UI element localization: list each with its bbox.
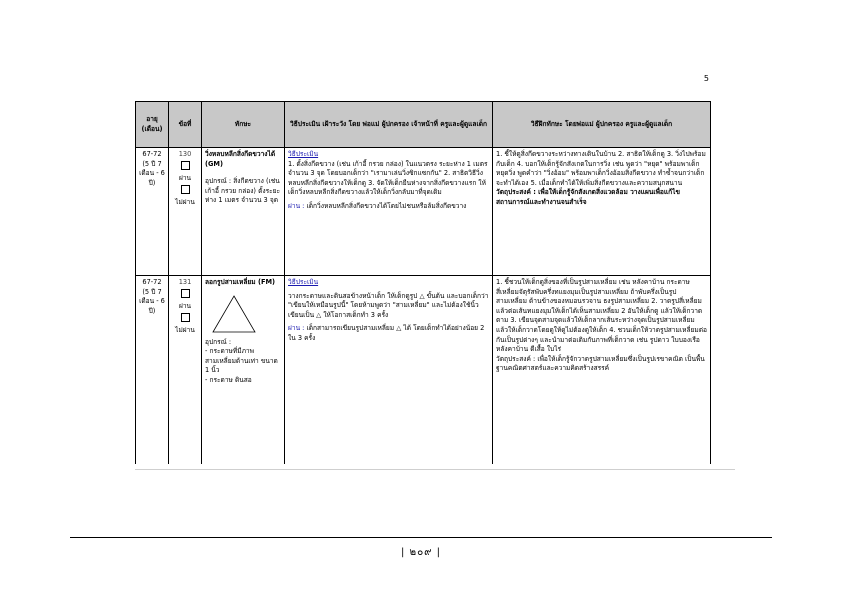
footer-page-number: | ๒๐๙ |: [400, 547, 442, 558]
equipment-item: - กระดาษที่มีภาพสามเหลี่ยมด้านเท่า ขนาด 1 นิ้ว: [205, 347, 278, 375]
objective-text: เพื่อให้เด็กรู้จักสังเกตสิ่งแวดล้อม วางแผนเพื่อแก้ไขสถานการณ์และทำงานจนสำเร็จ: [496, 188, 680, 206]
fail-checkbox[interactable]: [181, 313, 190, 322]
pass-criteria: [288, 324, 489, 343]
pass-checkbox[interactable]: [181, 289, 190, 298]
pass-criteria-label: ผ่าน :: [288, 201, 305, 210]
age-cell: 67-72 (5 ปี 7 เดือน - 6 ปี): [136, 148, 169, 276]
item-number: 130: [178, 150, 192, 158]
fail-checkbox[interactable]: [181, 185, 190, 194]
pass-checkbox[interactable]: [181, 161, 190, 170]
header-assess: วิธีประเมิน เฝ้าระวัง โดย พ่อแม่ ผู้ปกครอง เจ้าหน้าที่ ครูและผู้ดูแลเด็ก: [285, 102, 493, 148]
objective: [496, 355, 707, 374]
header-age: อายุ (เดือน): [136, 102, 169, 148]
page-number-top: 5: [703, 74, 709, 83]
table-header-row: [136, 102, 711, 148]
assess-text: วางกระดาษและดินสอข้างหน้าเด็ก ให้เด็กดูรูป △ ขั้นต้น และบอกเด็กว่า "เขียนให้เหมือนรูปนี้" โดยห้ามพูดว่า "สามเหลี่ยม" และไม่ต้องใช้นิ้วเขียนเป็น △ ให้โอกาสเด็กทำ 3 ครั้ง: [288, 291, 489, 319]
objective: [496, 188, 707, 207]
assessment-table: [135, 101, 711, 464]
pass-label: ผ่าน: [178, 302, 192, 311]
header-skill: ทักษะ: [202, 102, 285, 148]
train-text: 1. ชี้ให้ดูสิ่งกีดขวางระหว่างทางเดินในบ้าน 2. สาธิตให้เด็กดู 3. วิ่งไปพร้อมกับเด็ก 4. บอกให้เด็กรู้จักสังเกตในการวิ่ง เช่น พูดว่า "หยุด" พร้อมพาเด็กหยุดวิ่ง พูดคำว่า "วิ่งอ้อม" พร้อมพาเด็กวิ่งอ้อมสิ่งกีดขวาง ทำซ้ำจนกว่าเด็กจะทำได้เอง 5. เมื่อเด็กทำได้ให้เพิ่มสิ่งกีดขวางและความสนุกสนาน: [496, 150, 706, 187]
header-item: ข้อที่: [169, 102, 202, 148]
footer-rule: [70, 537, 772, 538]
item-number: 131: [178, 278, 192, 286]
age-cell: 67-72 (5 ปี 7 เดือน - 6 ปี): [136, 276, 169, 465]
train-text: 1. ชี้ชวนให้เด็กดูสิ่งของที่เป็นรูปสามเหลี่ยม เช่น หลังคาบ้าน กระดาษสี่เหลี่ยมจัตุรัสพับครึ่งทแยงมุมเป็นรูปสามเหลี่ยม ถ้าพับครึ่งเป็นรูปสามเหลี่ยม ด้านข้างของหมอนรวจาน ธงรูปสามเหลี่ยม 2. วาดรูปสี่เหลี่ยมแล้วต่อเส้นทแยงมุมให้เด็กได้เห็นสามเหลี่ยม 2 อันให้เด็กดู แล้วให้เด็กวาดตาม 3. เขียนจุดสามจุดแล้วให้เด็กลากเส้นระหว่างจุดเป็นรูปสามเหลี่ยม แล้วให้เด็กวาดโดยดูให้ดูไม่ต้องดูให้เด็ก 4. ชวนเด็กให้วาดรูปสามเหลี่ยมต่อกันเป็นรูปต่างๆ และนำมาต่อเติมกับภาพที่เด็กวาด เช่น รูปดาว ใบบองเรือ หลังคาบ้าน ดีเสื้อ ใบไร่: [496, 278, 707, 354]
objective-text: เพื่อให้เด็กรู้จักวาดรูปสามเหลี่ยมซึ่งเป็นรูปเรขาคณิต เป็นพื้นฐานคณิตศาสตร์และความคิดสร้างสรรค์: [496, 354, 705, 373]
objective-label: วัตถุประสงค์ :: [496, 188, 536, 197]
assess-heading: วิธีประเมิน: [288, 278, 319, 286]
assess-text: 1. ตั้งสิ่งกีดขวาง (เช่น เก้าอี้ กรวย กล่อง) ในแนวตรง ระยะห่าง 1 เมตร จำนวน 3 จุด โดยบอกเด็กว่า "เรามาเล่นวิ่งซิกแซกกัน" 2. สาธิตวิธีวิ่งหลบหลีกสิ่งกีดขวางให้เด็กดู 3. จัดให้เด็กยืนห่างจากสิ่งกีดขวางแรก ให้เด็กวิ่งหลบหลีกสิ่งกีดขวางแล้วให้เด็กวิ่งกลับมาที่จุดเดิม: [288, 159, 488, 197]
pass-criteria-text: เด็กสามารถเขียนรูปสามเหลี่ยม △ ได้ โดยเด็กทำได้อย่างน้อย 2 ใน 3 ครั้ง: [288, 324, 485, 342]
pass-criteria: [288, 202, 489, 212]
equipment-text: อุปกรณ์ : สิ่งกีดขวาง (เช่น เก้าอี้ กรวย กล่อง) ตั้งระยะห่าง 1 เมตร จำนวน 3 จุด: [205, 177, 281, 205]
pass-criteria-label: ผ่าน :: [288, 324, 305, 333]
triangle-figure: [211, 294, 257, 334]
item-cell: [169, 276, 202, 465]
objective-label: วัตถุประสงค์ :: [496, 354, 536, 363]
table-bottom-edge: [135, 469, 735, 470]
assess-cell: [285, 276, 493, 465]
pass-label: ผ่าน: [178, 174, 192, 183]
skill-title: วิ่งหลบหลีกสิ่งกีดขวางได้ (GM): [205, 150, 276, 168]
table-row: [136, 148, 711, 276]
fail-label: ไม่ผ่าน: [175, 326, 195, 335]
skill-cell: [202, 148, 285, 276]
pass-criteria-text: เด็กวิ่งหลบหลีกสิ่งกีดขวางได้โดยไม่ชนหรือล้มสิ่งกีดขวาง: [306, 201, 467, 210]
train-cell: [493, 276, 711, 465]
header-train: วิธีฝึกทักษะ โดยพ่อแม่ ผู้ปกครอง ครูและผู้ดูแลเด็ก: [493, 102, 711, 148]
train-cell: [493, 148, 711, 276]
table-row: [136, 276, 711, 465]
equipment-label: อุปกรณ์ :: [205, 337, 232, 346]
assess-heading: วิธีประเมิน: [288, 150, 319, 158]
equipment-item: - กระดาษ ดินสอ: [205, 375, 252, 384]
skill-title: ลอกรูปสามเหลี่ยม (FM): [205, 278, 276, 286]
item-cell: [169, 148, 202, 276]
skill-cell: [202, 276, 285, 465]
fail-label: ไม่ผ่าน: [175, 198, 195, 207]
assess-cell: [285, 148, 493, 276]
